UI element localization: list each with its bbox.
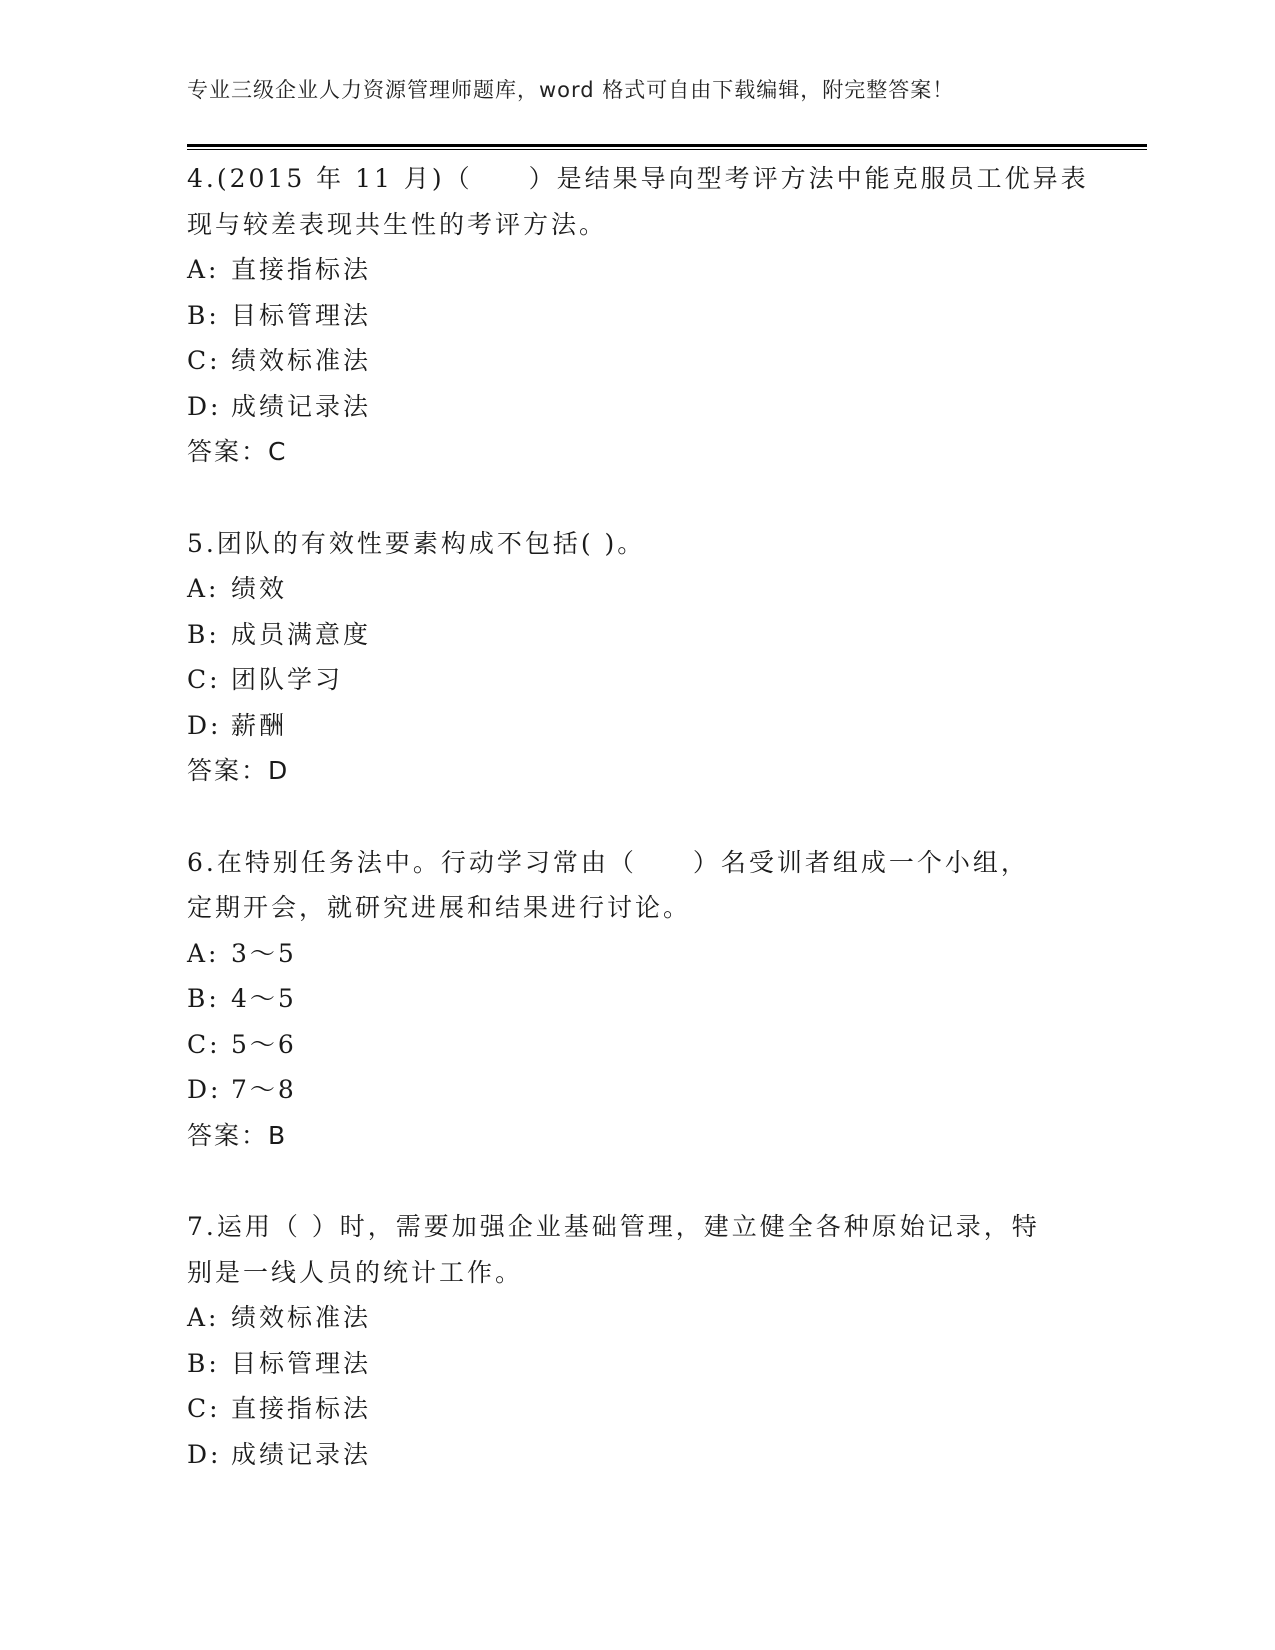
option-text: 5～6	[231, 1029, 297, 1059]
question-stem-line: 别是一线人员的统计工作。	[187, 1257, 524, 1287]
question-5	[187, 521, 1087, 794]
option-text: 薪酬	[231, 710, 288, 740]
option-letter: C:	[187, 346, 221, 375]
option-text: 团队学习	[231, 665, 344, 694]
option-letter: A:	[187, 574, 220, 603]
option-text: 绩效标准法	[231, 1303, 372, 1332]
option-b	[187, 976, 1087, 1022]
question-list	[187, 156, 1087, 1523]
option-letter: C:	[187, 1029, 221, 1059]
option-letter: B:	[187, 984, 220, 1013]
answer-label: 答案：D	[187, 756, 290, 785]
option-text: 绩效标准法	[231, 346, 372, 375]
question-stem-line: 7.运用（ ）时，需要加强企业基础管理，建立健全各种原始记录，特	[187, 1212, 1040, 1241]
answer-label: 答案：C	[187, 437, 288, 466]
option-letter: C:	[187, 1394, 221, 1423]
option-text: 直接指标法	[231, 1394, 372, 1423]
option-b	[187, 1341, 1087, 1387]
question-stem-line: 现与较差表现共生性的考评方法。	[187, 209, 608, 239]
option-a	[187, 566, 1087, 612]
option-text: 直接指标法	[231, 255, 372, 284]
option-text: 成绩记录法	[231, 391, 372, 421]
option-text: 3～5	[231, 938, 297, 968]
option-c	[187, 1386, 1087, 1432]
option-a	[187, 247, 1087, 293]
question-6	[187, 840, 1087, 1159]
option-d	[187, 703, 1087, 749]
option-letter: A:	[187, 938, 220, 968]
option-text: 7～8	[231, 1075, 297, 1104]
option-d	[187, 1067, 1087, 1113]
option-a	[187, 1295, 1087, 1341]
option-letter: B:	[187, 300, 220, 330]
answer-label: 答案：B	[187, 1120, 288, 1150]
question-stem-line: 4.(2015 年 11 月)（ ）是结果导向型考评方法中能克服员工优异表	[187, 164, 1089, 193]
header-rule-thick	[187, 144, 1147, 147]
option-letter: B:	[187, 1348, 220, 1378]
option-d	[187, 1432, 1087, 1478]
header-rule-thin	[187, 149, 1147, 150]
option-b	[187, 293, 1087, 339]
option-letter: D:	[187, 391, 222, 421]
option-text: 目标管理法	[231, 300, 372, 330]
option-text: 成员满意度	[231, 619, 372, 649]
question-stem-line: 5.团队的有效性要素构成不包括( )。	[187, 528, 646, 558]
option-b	[187, 612, 1087, 658]
option-text: 4～5	[231, 984, 297, 1013]
option-text: 目标管理法	[231, 1348, 372, 1378]
option-letter: A:	[187, 1303, 220, 1332]
question-4	[187, 156, 1087, 475]
option-text: 绩效	[231, 574, 288, 603]
option-letter: C:	[187, 665, 221, 694]
option-letter: B:	[187, 619, 220, 649]
page-header: 专业三级企业人力资源管理师题库，word 格式可自由下载编辑，附完整答案！	[187, 78, 955, 102]
option-letter: D:	[187, 710, 222, 740]
question-stem-line: 6.在特别任务法中。行动学习常由（ ）名受训者组成一个小组，	[187, 847, 1029, 877]
option-text: 成绩记录法	[231, 1439, 372, 1469]
option-c	[187, 657, 1087, 703]
option-c	[187, 338, 1087, 384]
question-stem-line: 定期开会，就研究进展和结果进行讨论。	[187, 893, 692, 922]
option-d	[187, 384, 1087, 430]
option-letter: A:	[187, 255, 220, 284]
option-letter: D:	[187, 1439, 222, 1469]
option-a	[187, 931, 1087, 977]
question-7	[187, 1204, 1087, 1477]
option-letter: D:	[187, 1075, 222, 1104]
option-c	[187, 1022, 1087, 1068]
